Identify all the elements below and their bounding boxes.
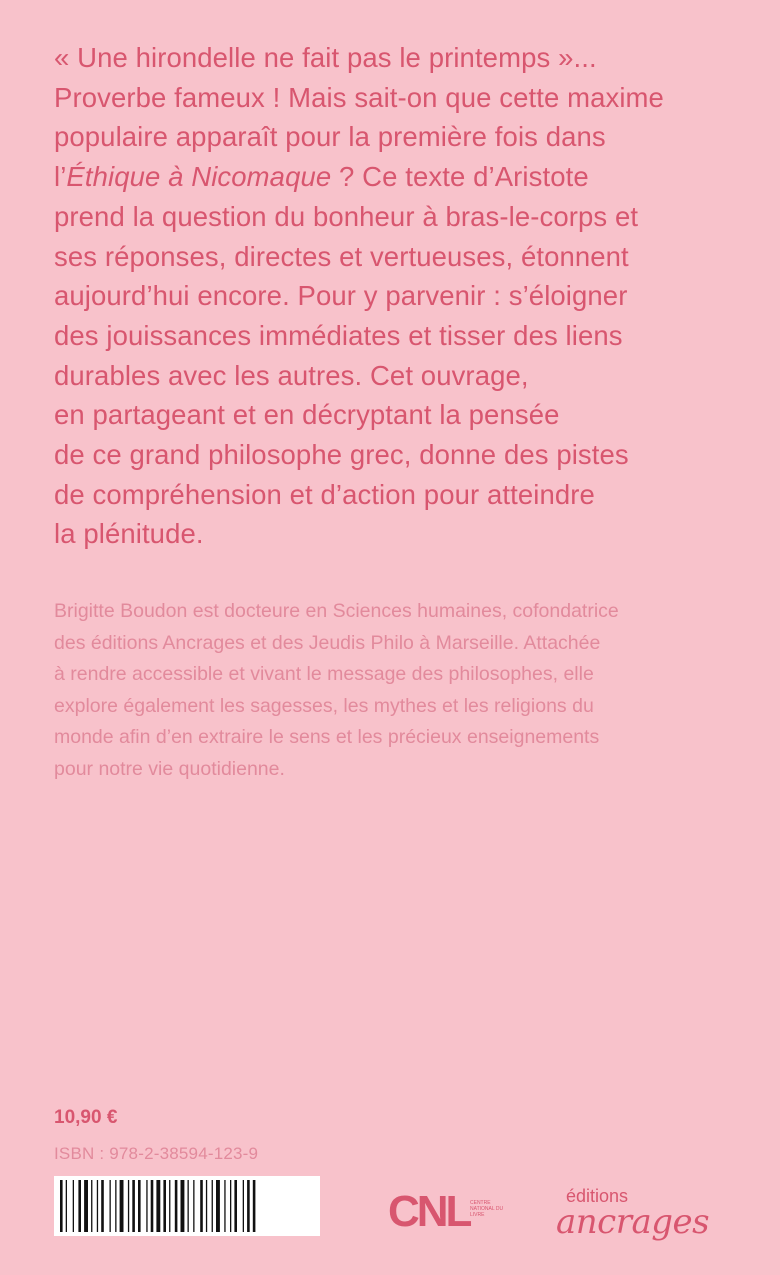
blurb-line: « Une hirondelle ne fait pas le printemps »... bbox=[54, 42, 597, 73]
barcode-bar bbox=[115, 1180, 116, 1232]
price: 10,90 € bbox=[54, 1107, 118, 1128]
bio-line: à rendre accessible et vivant le message des philosophes, elle bbox=[54, 663, 594, 686]
barcode-bar bbox=[247, 1180, 250, 1232]
barcode-bar bbox=[91, 1180, 92, 1232]
blurb-line: des jouissances immédiates et tisser des liens bbox=[54, 319, 623, 351]
blurb-line: de compréhension et d’action pour atteindre bbox=[54, 478, 595, 510]
blurb-line: en partageant et en décryptant la pensée bbox=[54, 399, 560, 431]
barcode-bar bbox=[193, 1180, 194, 1232]
isbn: ISBN : 978-2-38594-123-9 bbox=[54, 1144, 259, 1163]
barcode-bar bbox=[73, 1180, 74, 1232]
publisher-logo-name: ancrages bbox=[556, 1202, 710, 1242]
publisher-logo bbox=[556, 1186, 756, 1266]
barcode-bar bbox=[206, 1180, 207, 1232]
barcode bbox=[54, 1176, 320, 1236]
blurb-line: prend la question du bonheur à bras-le-corps et bbox=[54, 200, 639, 232]
bio-line: monde afin d’en extraire le sens et les précieux enseignements bbox=[54, 726, 600, 749]
barcode-bar bbox=[128, 1180, 129, 1232]
barcode-bar bbox=[97, 1180, 98, 1232]
barcode-bar bbox=[146, 1180, 147, 1232]
blurb-line: ses réponses, directes et vertueuses, étonnent bbox=[54, 240, 629, 272]
barcode-bar bbox=[169, 1180, 170, 1232]
bio-line: explore également les sagesses, les mythes et les religions du bbox=[54, 694, 594, 717]
barcode-bar bbox=[230, 1180, 231, 1232]
back-cover-blurb bbox=[54, 38, 734, 554]
cnl-logo-subtitle: CENTRE NATIONAL DU LIVRE bbox=[470, 1200, 504, 1218]
bio-line: des éditions Ancrages et des Jeudis Philo à Marseille. Attachée bbox=[54, 631, 601, 654]
barcode-bar bbox=[60, 1180, 63, 1232]
barcode-bar bbox=[212, 1180, 213, 1232]
blurb-line: de ce grand philosophe grec, donne des pistes bbox=[54, 439, 629, 471]
barcode-bar bbox=[163, 1180, 166, 1232]
barcode-bar bbox=[216, 1180, 220, 1232]
blurb-line-suffix: ? Ce texte d’Aristote bbox=[331, 161, 589, 193]
barcode-bar bbox=[188, 1180, 189, 1232]
blurb-line: Proverbe fameux ! Mais sait-on que cette maxime bbox=[54, 81, 664, 113]
book-title-italic: Éthique à Nicomaque bbox=[66, 161, 332, 193]
bio-line: pour notre vie quotidienne. bbox=[54, 757, 285, 780]
blurb-line-title bbox=[54, 157, 734, 197]
barcode-bar bbox=[224, 1180, 225, 1232]
barcode-bar bbox=[175, 1180, 178, 1232]
barcode-bar bbox=[200, 1180, 203, 1232]
blurb-line-prefix: l’ bbox=[54, 161, 67, 193]
barcode-bar bbox=[151, 1180, 154, 1232]
barcode-bar bbox=[101, 1180, 104, 1232]
cnl-logo bbox=[388, 1186, 518, 1246]
bio-line: Brigitte Boudon est docteure en Sciences humaines, cofondatrice bbox=[54, 600, 619, 622]
author-bio bbox=[54, 596, 744, 786]
blurb-line: durables avec les autres. Cet ouvrage, bbox=[54, 359, 529, 391]
blurb-line: aujourd’hui encore. Pour y parvenir : s’éloigner bbox=[54, 280, 628, 312]
barcode-bar bbox=[110, 1180, 111, 1232]
barcode-bar bbox=[138, 1180, 141, 1232]
barcode-bar bbox=[84, 1180, 88, 1232]
blurb-line: la plénitude. bbox=[54, 518, 204, 550]
blurb-line: populaire apparaît pour la première fois dans bbox=[54, 121, 606, 153]
barcode-bar bbox=[234, 1180, 237, 1232]
barcode-bar bbox=[181, 1180, 185, 1232]
barcode-bar bbox=[253, 1180, 256, 1232]
barcode-bar bbox=[66, 1180, 67, 1232]
barcode-bar bbox=[243, 1180, 244, 1232]
barcode-bar bbox=[156, 1180, 160, 1232]
publisher-logo-editions: éditions bbox=[566, 1186, 629, 1206]
barcode-bar bbox=[78, 1180, 81, 1232]
cnl-logo-letters: CNL bbox=[388, 1187, 470, 1236]
barcode-bars bbox=[60, 1180, 314, 1232]
barcode-bar bbox=[132, 1180, 135, 1232]
barcode-bar bbox=[120, 1180, 124, 1232]
